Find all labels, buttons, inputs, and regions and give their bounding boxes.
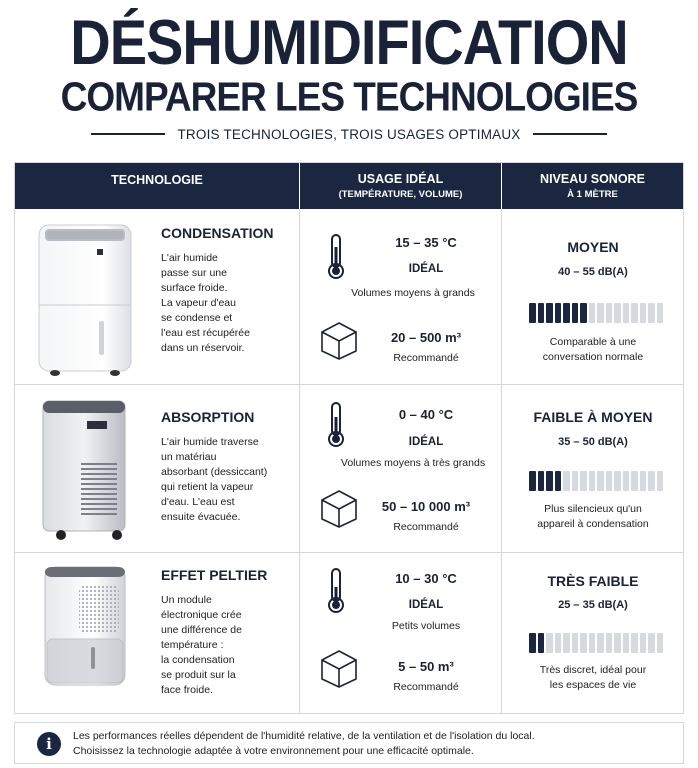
- header-noise-label: NIVEAU SONORE: [540, 172, 645, 186]
- thermometer-icon: [326, 567, 346, 615]
- description-line: Un module: [161, 594, 212, 606]
- temperature-label: IDÉAL: [408, 436, 444, 448]
- volume-range: 50 – 10 000 m³: [381, 499, 471, 514]
- noise-bar: [623, 303, 630, 323]
- footer-line: Les performances réelles dépendent de l'humidité relative, de la ventilation et de l'isolation du local.: [73, 730, 535, 742]
- description-line: un matériau: [161, 451, 217, 463]
- noise-bar: [555, 303, 562, 323]
- noise-bar: [546, 633, 553, 653]
- noise-bar: [546, 303, 553, 323]
- header-technology: [15, 163, 299, 209]
- description-line: surface froide.: [161, 282, 228, 294]
- cube-icon: [320, 321, 358, 361]
- noise-bar: [606, 633, 613, 653]
- noise-bar: [529, 471, 536, 491]
- noise-bar: [623, 471, 630, 491]
- table-row-absorption: [15, 384, 683, 552]
- noise-bar: [614, 303, 621, 323]
- description-line: dans un réservoir.: [161, 342, 245, 354]
- noise-meter: [529, 633, 663, 653]
- header-usage-sublabel: (TEMPÉRATURE, VOLUME): [338, 189, 463, 200]
- technology-name: EFFET PELTIER: [161, 567, 268, 583]
- noise-note: [510, 502, 676, 532]
- usage-cell: [299, 385, 501, 552]
- noise-bar: [606, 303, 613, 323]
- description-line: La vapeur d'eau: [161, 297, 236, 309]
- noise-bar: [597, 633, 604, 653]
- usage-cell: [299, 209, 501, 384]
- noise-cell: [501, 209, 683, 384]
- noise-level: TRÈS FAIBLE: [547, 573, 639, 589]
- noise-bar: [580, 633, 587, 653]
- description-line: passe sur une: [161, 267, 227, 279]
- description-line: d'eau. L'eau est: [161, 496, 235, 508]
- noise-note-line: Comparable à une: [549, 336, 637, 348]
- technology-cell: [15, 209, 299, 384]
- description-line: électronique crée: [161, 609, 242, 621]
- noise-db: 25 – 35 dB(A): [558, 599, 628, 611]
- noise-level: MOYEN: [567, 239, 619, 255]
- table-row-condensation: [15, 209, 683, 384]
- header-technology-label: TECHNOLOGIE: [111, 173, 203, 187]
- noise-bar: [572, 633, 579, 653]
- temperature-label: IDÉAL: [408, 599, 444, 611]
- temperature-label: IDÉAL: [408, 263, 444, 275]
- noise-bar: [640, 471, 647, 491]
- noise-bar: [589, 303, 596, 323]
- footer-text: [73, 729, 673, 759]
- noise-bar: [614, 633, 621, 653]
- noise-meter: [529, 303, 663, 323]
- temperature-range: 15 – 35 °C: [395, 235, 457, 250]
- noise-bar: [648, 633, 655, 653]
- description-line: L'air humide traverse: [161, 436, 259, 448]
- technology-description: [161, 435, 293, 525]
- noise-note: [510, 335, 676, 365]
- noise-bar: [563, 633, 570, 653]
- thermometer-icon: [326, 401, 346, 449]
- noise-bar: [555, 633, 562, 653]
- noise-bar: [589, 471, 596, 491]
- noise-bar: [606, 471, 613, 491]
- technology-name: CONDENSATION: [161, 225, 274, 241]
- noise-bar: [648, 471, 655, 491]
- temperature-note: Volumes moyens à très grands: [340, 457, 486, 469]
- noise-bar: [580, 303, 587, 323]
- header-usage-label: USAGE IDÉAL: [357, 172, 444, 186]
- technology-cell: [15, 385, 299, 552]
- description-line: ensuite évacuée.: [161, 511, 241, 523]
- divider-right: [533, 133, 607, 135]
- technology-description: [161, 251, 293, 356]
- noise-bar: [572, 303, 579, 323]
- noise-db: 35 – 50 dB(A): [558, 436, 628, 448]
- header-usage: [299, 163, 501, 209]
- noise-note-line: conversation normale: [542, 351, 644, 363]
- volume-note: Recommandé: [393, 521, 459, 533]
- absorption-dehumidifier-image: [39, 397, 131, 543]
- noise-bar: [580, 471, 587, 491]
- description-line: température :: [161, 639, 224, 651]
- description-line: L'air humide: [161, 252, 218, 264]
- noise-bar: [529, 303, 536, 323]
- noise-bar: [555, 471, 562, 491]
- noise-bar: [597, 471, 604, 491]
- technology-name: ABSORPTION: [161, 409, 255, 425]
- temperature-range: 10 – 30 °C: [395, 571, 457, 586]
- table-row-peltier: [15, 552, 683, 714]
- noise-bar: [657, 303, 664, 323]
- description-line: face froide.: [161, 684, 213, 696]
- cube-icon: [320, 649, 358, 689]
- noise-note-line: Très discret, idéal pour: [539, 664, 647, 676]
- noise-bar: [640, 303, 647, 323]
- noise-level: FAIBLE À MOYEN: [533, 409, 653, 425]
- description-line: qui retient la vapeur: [161, 481, 254, 493]
- info-icon: i: [37, 732, 61, 756]
- description-line: absorbant (dessiccant): [161, 466, 268, 478]
- volume-range: 20 – 500 m³: [390, 330, 462, 345]
- noise-bar: [563, 471, 570, 491]
- noise-bar: [538, 303, 545, 323]
- noise-bar: [623, 633, 630, 653]
- comparison-table: [14, 162, 684, 714]
- thermometer-icon: [326, 233, 346, 281]
- page-title: DÉSHUMIDIFICATION: [70, 7, 628, 78]
- noise-bar: [631, 471, 638, 491]
- noise-bar: [572, 471, 579, 491]
- technology-cell: [15, 553, 299, 714]
- noise-bar: [563, 303, 570, 323]
- tagline: TROIS TECHNOLOGIES, TROIS USAGES OPTIMAUX: [177, 126, 521, 142]
- cube-icon: [320, 489, 358, 529]
- noise-note-line: Plus silencieux qu'un: [544, 503, 642, 515]
- description-line: se condense et: [161, 312, 233, 324]
- noise-bar: [597, 303, 604, 323]
- noise-bar: [648, 303, 655, 323]
- info-footer: [14, 722, 684, 764]
- temperature-note: Petits volumes: [391, 620, 461, 632]
- noise-cell: [501, 553, 683, 714]
- noise-bar: [631, 633, 638, 653]
- noise-cell: [501, 385, 683, 552]
- peltier-dehumidifier-image: [41, 565, 131, 689]
- footer-line: Choisissez la technologie adaptée à votre environnement pour une efficacité optimale.: [73, 745, 474, 757]
- noise-note-line: appareil à condensation: [537, 518, 649, 530]
- noise-bar: [657, 471, 664, 491]
- noise-bar: [589, 633, 596, 653]
- subtitle-row: [0, 124, 698, 144]
- description-line: la condensation: [161, 654, 235, 666]
- noise-bar: [538, 471, 545, 491]
- noise-bar: [640, 633, 647, 653]
- technology-description: [161, 593, 293, 698]
- noise-bar: [631, 303, 638, 323]
- volume-note: Recommandé: [393, 681, 459, 693]
- volume-range: 5 – 50 m³: [398, 659, 454, 674]
- page-subtitle-title: COMPARER LES TECHNOLOGIES: [60, 74, 638, 120]
- noise-bar: [538, 633, 545, 653]
- description-line: l'eau est récupérée: [161, 327, 250, 339]
- noise-bar: [529, 633, 536, 653]
- noise-db: 40 – 55 dB(A): [558, 266, 628, 278]
- noise-bar: [657, 633, 664, 653]
- description-line: se produit sur la: [161, 669, 236, 681]
- divider-left: [91, 133, 165, 135]
- temperature-range: 0 – 40 °C: [398, 407, 454, 422]
- noise-meter: [529, 471, 663, 491]
- noise-bar: [614, 471, 621, 491]
- usage-cell: [299, 553, 501, 714]
- header-noise: [501, 163, 683, 209]
- noise-note: [510, 663, 676, 693]
- volume-note: Recommandé: [393, 352, 459, 364]
- description-line: une différence de: [161, 624, 242, 636]
- temperature-note: Volumes moyens à grands: [351, 287, 475, 299]
- noise-bar: [546, 471, 553, 491]
- condensation-dehumidifier-image: [35, 221, 147, 381]
- table-header: [15, 163, 683, 209]
- noise-note-line: les espaces de vie: [549, 679, 637, 691]
- header-noise-sublabel: À 1 MÈTRE: [567, 189, 618, 200]
